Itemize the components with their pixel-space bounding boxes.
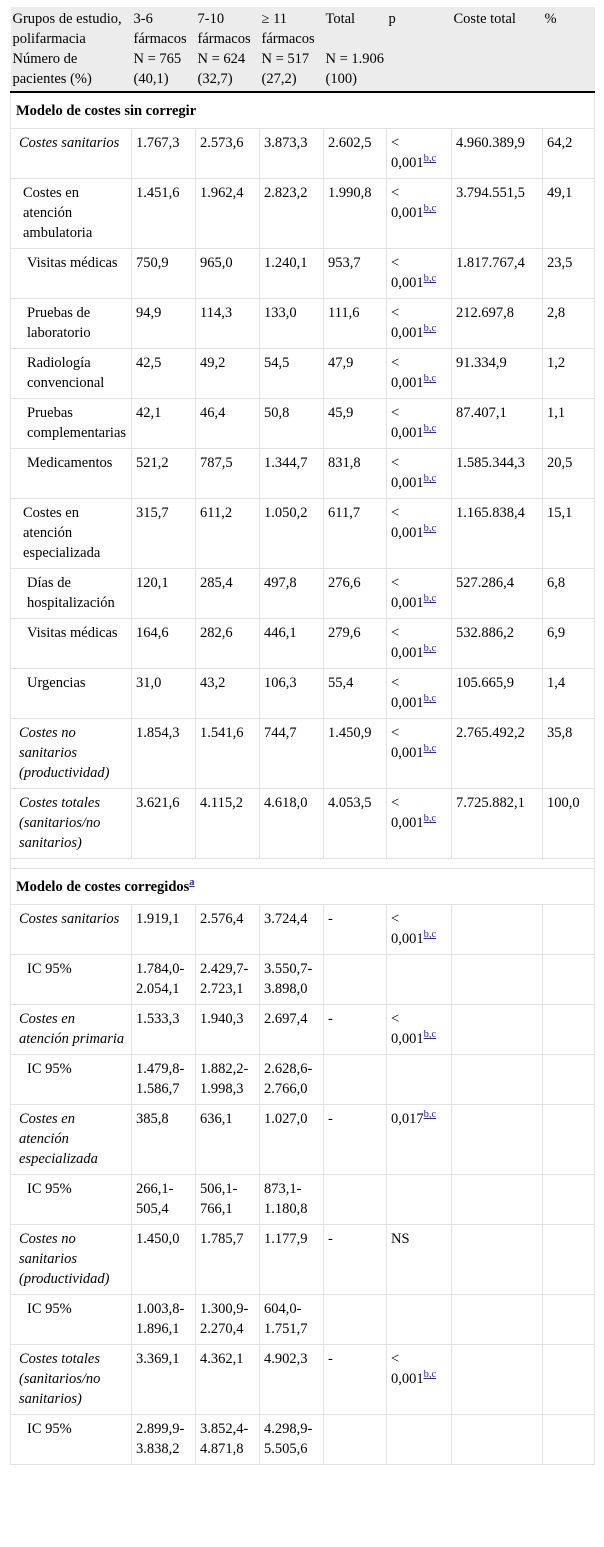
percent: 1,2 [543, 349, 595, 399]
percent [543, 1225, 595, 1295]
header-cell: N = 1.906 (100) [324, 49, 387, 92]
percent: 100,0 [543, 789, 595, 859]
value-3-6: 1.533,3 [132, 1005, 196, 1055]
footnote-link[interactable]: b,c [423, 473, 437, 485]
row-label: Urgencias [11, 669, 132, 719]
coste-total [452, 1005, 543, 1055]
percent [543, 1415, 595, 1465]
header-cell: N = 624 (32,7) [196, 49, 260, 92]
value-11-plus: 106,3 [260, 669, 324, 719]
value-total: 953,7 [324, 249, 387, 299]
value-total: - [324, 905, 387, 955]
table-row [11, 179, 595, 249]
section-title: Modelo de costes sin corregir [11, 92, 595, 129]
value-3-6: 521,2 [132, 449, 196, 499]
value-11-plus: 4.298,9-5.505,6 [260, 1415, 324, 1465]
value-3-6: 385,8 [132, 1105, 196, 1175]
coste-total: 87.407,1 [452, 399, 543, 449]
value-7-10: 611,2 [196, 499, 260, 569]
header-cell: 7-10 fármacos [196, 7, 260, 49]
table-row [11, 129, 595, 179]
table-header [11, 7, 595, 92]
percent: 23,5 [543, 249, 595, 299]
p-value-text: < 0,001 [391, 255, 424, 291]
percent: 6,9 [543, 619, 595, 669]
header-cell: % [543, 7, 595, 49]
value-3-6: 1.784,0-2.054,1 [132, 955, 196, 1005]
value-3-6: 1.450,0 [132, 1225, 196, 1295]
p-value [387, 179, 452, 249]
table-row [11, 449, 595, 499]
value-7-10: 49,2 [196, 349, 260, 399]
p-value [387, 1225, 452, 1295]
p-value-text: < 0,001 [391, 185, 424, 221]
p-value [387, 955, 452, 1005]
footnote-link[interactable]: b,c [423, 813, 437, 825]
header-cell: Grupos de estudio, polifarmacia [11, 7, 132, 49]
p-value [387, 905, 452, 955]
p-value-text: < 0,001 [391, 135, 424, 171]
p-value-text: < 0,001 [391, 795, 424, 831]
row-label: IC 95% [11, 1295, 132, 1345]
coste-total [452, 1295, 543, 1345]
value-7-10: 114,3 [196, 299, 260, 349]
value-11-plus: 50,8 [260, 399, 324, 449]
value-total: - [324, 1225, 387, 1295]
footnote-link[interactable]: b,c [423, 593, 437, 605]
header-row-groups [11, 7, 595, 49]
p-value-text: < 0,001 [391, 305, 424, 341]
footnote-link[interactable]: a [189, 877, 195, 889]
footnote-link[interactable]: b,c [423, 203, 437, 215]
table-row [11, 299, 595, 349]
value-11-plus: 446,1 [260, 619, 324, 669]
section-title: Modelo de costes corregidos [16, 879, 190, 895]
p-value-text: < 0,001 [391, 355, 424, 391]
section-spacer [11, 859, 595, 869]
coste-total [452, 955, 543, 1005]
coste-total: 4.960.389,9 [452, 129, 543, 179]
value-7-10: 1.300,9-2.270,4 [196, 1295, 260, 1345]
value-11-plus: 1.027,0 [260, 1105, 324, 1175]
cost-table [10, 7, 595, 1465]
row-label: Costes no sanitarios (productividad) [11, 719, 132, 789]
row-label: Visitas médicas [11, 619, 132, 669]
table-row [11, 1295, 595, 1345]
row-label: Costes sanitarios [11, 905, 132, 955]
value-3-6: 750,9 [132, 249, 196, 299]
row-label: Costes en atención ambulatoria [11, 179, 132, 249]
value-7-10: 787,5 [196, 449, 260, 499]
value-total: 279,6 [324, 619, 387, 669]
p-value [387, 619, 452, 669]
value-3-6: 1.451,6 [132, 179, 196, 249]
coste-total: 532.886,2 [452, 619, 543, 669]
value-total: 276,6 [324, 569, 387, 619]
row-label: IC 95% [11, 1055, 132, 1105]
coste-total [452, 1345, 543, 1415]
value-total: 47,9 [324, 349, 387, 399]
p-value-text: < 0,001 [391, 405, 424, 441]
value-11-plus: 1.177,9 [260, 1225, 324, 1295]
p-value-text: < 0,001 [391, 1011, 424, 1047]
value-total: 611,7 [324, 499, 387, 569]
value-3-6: 1.854,3 [132, 719, 196, 789]
value-total: 1.990,8 [324, 179, 387, 249]
value-11-plus: 54,5 [260, 349, 324, 399]
value-7-10: 1.541,6 [196, 719, 260, 789]
value-11-plus: 873,1-1.180,8 [260, 1175, 324, 1225]
p-value [387, 249, 452, 299]
footnote-link[interactable]: b,c [423, 523, 437, 535]
p-value-text: < 0,001 [391, 575, 424, 611]
section-header-corrected [11, 869, 595, 905]
header-cell [543, 49, 595, 92]
table-body [11, 92, 595, 1465]
header-cell: 3-6 fármacos [132, 7, 196, 49]
coste-total [452, 905, 543, 955]
percent [543, 905, 595, 955]
value-7-10: 4.115,2 [196, 789, 260, 859]
percent: 15,1 [543, 499, 595, 569]
value-total: 4.053,5 [324, 789, 387, 859]
p-value-text: 0,017 [391, 1111, 424, 1127]
footnote-link[interactable]: b,c [423, 1369, 437, 1381]
row-label: Días de hospitalización [11, 569, 132, 619]
value-7-10: 1.882,2-1.998,3 [196, 1055, 260, 1105]
value-total: 1.450,9 [324, 719, 387, 789]
value-3-6: 315,7 [132, 499, 196, 569]
coste-total [452, 1105, 543, 1175]
value-total: 55,4 [324, 669, 387, 719]
p-value-text: < 0,001 [391, 1351, 424, 1387]
footnote-link[interactable]: b,c [423, 693, 437, 705]
table-row [11, 619, 595, 669]
coste-total: 527.286,4 [452, 569, 543, 619]
footnote-link[interactable]: b,c [423, 929, 437, 941]
row-label: Costes en atención primaria [11, 1005, 132, 1055]
p-value-text: < 0,001 [391, 455, 424, 491]
p-value-text: < 0,001 [391, 675, 424, 711]
value-11-plus: 3.550,7-3.898,0 [260, 955, 324, 1005]
footnote-link[interactable]: b,c [423, 323, 437, 335]
p-value [387, 719, 452, 789]
header-cell [387, 49, 452, 92]
value-total: 2.602,5 [324, 129, 387, 179]
row-label: Costes totales (sanitarios/no sanitarios) [11, 789, 132, 859]
coste-total: 105.665,9 [452, 669, 543, 719]
value-3-6: 31,0 [132, 669, 196, 719]
row-label: Medicamentos [11, 449, 132, 499]
value-total: - [324, 1105, 387, 1175]
p-value [387, 129, 452, 179]
coste-total: 212.697,8 [452, 299, 543, 349]
header-cell: ≥ 11 fármacos [260, 7, 324, 49]
coste-total: 3.794.551,5 [452, 179, 543, 249]
p-value [387, 299, 452, 349]
percent: 2,8 [543, 299, 595, 349]
value-3-6: 164,6 [132, 619, 196, 669]
value-11-plus: 1.050,2 [260, 499, 324, 569]
row-label: Radiología convencional [11, 349, 132, 399]
value-7-10: 965,0 [196, 249, 260, 299]
table-row [11, 1225, 595, 1295]
footnote-link[interactable]: b,c [423, 153, 437, 165]
row-label: Visitas médicas [11, 249, 132, 299]
value-7-10: 46,4 [196, 399, 260, 449]
coste-total [452, 1415, 543, 1465]
p-value [387, 449, 452, 499]
value-7-10: 2.576,4 [196, 905, 260, 955]
value-11-plus: 3.724,4 [260, 905, 324, 955]
value-7-10: 43,2 [196, 669, 260, 719]
row-label: Costes en atención especializada [11, 499, 132, 569]
header-cell: Total [324, 7, 387, 49]
footnote-link[interactable]: b,c [423, 1109, 437, 1121]
footnote-link[interactable]: b,c [423, 743, 437, 755]
table-row [11, 349, 595, 399]
p-value-text: < 0,001 [391, 625, 424, 661]
percent [543, 1345, 595, 1415]
table-row [11, 955, 595, 1005]
percent [543, 1175, 595, 1225]
header-cell: p [387, 7, 452, 49]
value-total: - [324, 1005, 387, 1055]
value-total [324, 1055, 387, 1105]
value-11-plus: 4.902,3 [260, 1345, 324, 1415]
value-7-10: 1.940,3 [196, 1005, 260, 1055]
cost-table-container [10, 7, 594, 1465]
value-3-6: 42,5 [132, 349, 196, 399]
header-cell: N = 765 (40,1) [132, 49, 196, 92]
row-label: IC 95% [11, 955, 132, 1005]
value-11-plus: 744,7 [260, 719, 324, 789]
value-7-10: 282,6 [196, 619, 260, 669]
footnote-link[interactable]: b,c [423, 373, 437, 385]
p-value [387, 1105, 452, 1175]
table-row [11, 1055, 595, 1105]
table-row [11, 249, 595, 299]
value-11-plus: 2.628,6-2.766,0 [260, 1055, 324, 1105]
p-value-text: < 0,001 [391, 725, 424, 761]
table-row [11, 399, 595, 449]
coste-total [452, 1175, 543, 1225]
value-total [324, 1415, 387, 1465]
value-total: 45,9 [324, 399, 387, 449]
value-3-6: 1.003,8-1.896,1 [132, 1295, 196, 1345]
value-3-6: 2.899,9-3.838,2 [132, 1415, 196, 1465]
coste-total: 1.585.344,3 [452, 449, 543, 499]
p-value [387, 1415, 452, 1465]
header-cell: Número de pacientes (%) [11, 49, 132, 92]
table-row [11, 719, 595, 789]
table-row [11, 1345, 595, 1415]
percent: 49,1 [543, 179, 595, 249]
value-11-plus: 2.697,4 [260, 1005, 324, 1055]
value-total [324, 955, 387, 1005]
p-value [387, 669, 452, 719]
header-cell: N = 517 (27,2) [260, 49, 324, 92]
value-7-10: 285,4 [196, 569, 260, 619]
value-total: - [324, 1345, 387, 1415]
p-value [387, 1175, 452, 1225]
p-value [387, 349, 452, 399]
footnote-link[interactable]: b,c [423, 1029, 437, 1041]
coste-total: 91.334,9 [452, 349, 543, 399]
percent: 64,2 [543, 129, 595, 179]
value-total [324, 1295, 387, 1345]
value-3-6: 42,1 [132, 399, 196, 449]
value-3-6: 3.369,1 [132, 1345, 196, 1415]
value-7-10: 3.852,4-4.871,8 [196, 1415, 260, 1465]
value-total: 111,6 [324, 299, 387, 349]
coste-total [452, 1055, 543, 1105]
table-row [11, 1105, 595, 1175]
percent: 35,8 [543, 719, 595, 789]
p-value-text: < 0,001 [391, 911, 424, 947]
value-11-plus: 497,8 [260, 569, 324, 619]
coste-total: 1.817.767,4 [452, 249, 543, 299]
value-7-10: 1.785,7 [196, 1225, 260, 1295]
row-label: Pruebas de laboratorio [11, 299, 132, 349]
p-value [387, 1005, 452, 1055]
value-7-10: 1.962,4 [196, 179, 260, 249]
coste-total: 2.765.492,2 [452, 719, 543, 789]
row-label: Costes totales (sanitarios/no sanitarios) [11, 1345, 132, 1415]
p-value [387, 569, 452, 619]
value-3-6: 1.919,1 [132, 905, 196, 955]
coste-total: 1.165.838,4 [452, 499, 543, 569]
value-3-6: 120,1 [132, 569, 196, 619]
percent [543, 955, 595, 1005]
percent [543, 1295, 595, 1345]
value-7-10: 506,1-766,1 [196, 1175, 260, 1225]
percent: 20,5 [543, 449, 595, 499]
coste-total: 7.725.882,1 [452, 789, 543, 859]
value-7-10: 2.573,6 [196, 129, 260, 179]
value-3-6: 3.621,6 [132, 789, 196, 859]
p-value-text: NS [391, 1231, 410, 1247]
value-11-plus: 3.873,3 [260, 129, 324, 179]
table-row [11, 905, 595, 955]
value-11-plus: 4.618,0 [260, 789, 324, 859]
value-11-plus: 604,0-1.751,7 [260, 1295, 324, 1345]
percent: 1,4 [543, 669, 595, 719]
table-row [11, 1415, 595, 1465]
value-total: 831,8 [324, 449, 387, 499]
value-3-6: 266,1-505,4 [132, 1175, 196, 1225]
p-value [387, 499, 452, 569]
p-value [387, 1055, 452, 1105]
table-row [11, 1005, 595, 1055]
row-label: Costes en atención especializada [11, 1105, 132, 1175]
footnote-link[interactable]: b,c [423, 643, 437, 655]
percent: 6,8 [543, 569, 595, 619]
section-title-cell [11, 869, 595, 905]
value-11-plus: 133,0 [260, 299, 324, 349]
percent [543, 1055, 595, 1105]
header-row-patients [11, 49, 595, 92]
row-label: Costes no sanitarios (productividad) [11, 1225, 132, 1295]
value-7-10: 636,1 [196, 1105, 260, 1175]
section-header-uncorrected [11, 92, 595, 129]
percent: 1,1 [543, 399, 595, 449]
row-label: IC 95% [11, 1415, 132, 1465]
value-11-plus: 2.823,2 [260, 179, 324, 249]
value-3-6: 94,9 [132, 299, 196, 349]
header-cell [452, 49, 543, 92]
value-11-plus: 1.240,1 [260, 249, 324, 299]
percent [543, 1105, 595, 1175]
footnote-link[interactable]: b,c [423, 273, 437, 285]
value-7-10: 4.362,1 [196, 1345, 260, 1415]
table-row [11, 499, 595, 569]
header-cell: Coste total [452, 7, 543, 49]
p-value-text: < 0,001 [391, 505, 424, 541]
table-row [11, 569, 595, 619]
p-value [387, 399, 452, 449]
p-value [387, 789, 452, 859]
value-3-6: 1.479,8-1.586,7 [132, 1055, 196, 1105]
row-label: Costes sanitarios [11, 129, 132, 179]
table-row [11, 789, 595, 859]
row-label: IC 95% [11, 1175, 132, 1225]
table-row [11, 1175, 595, 1225]
p-value [387, 1345, 452, 1415]
value-7-10: 2.429,7-2.723,1 [196, 955, 260, 1005]
table-row [11, 669, 595, 719]
p-value [387, 1295, 452, 1345]
value-total [324, 1175, 387, 1225]
row-label: Pruebas complementarias [11, 399, 132, 449]
value-3-6: 1.767,3 [132, 129, 196, 179]
percent [543, 1005, 595, 1055]
coste-total [452, 1225, 543, 1295]
footnote-link[interactable]: b,c [423, 423, 437, 435]
value-11-plus: 1.344,7 [260, 449, 324, 499]
